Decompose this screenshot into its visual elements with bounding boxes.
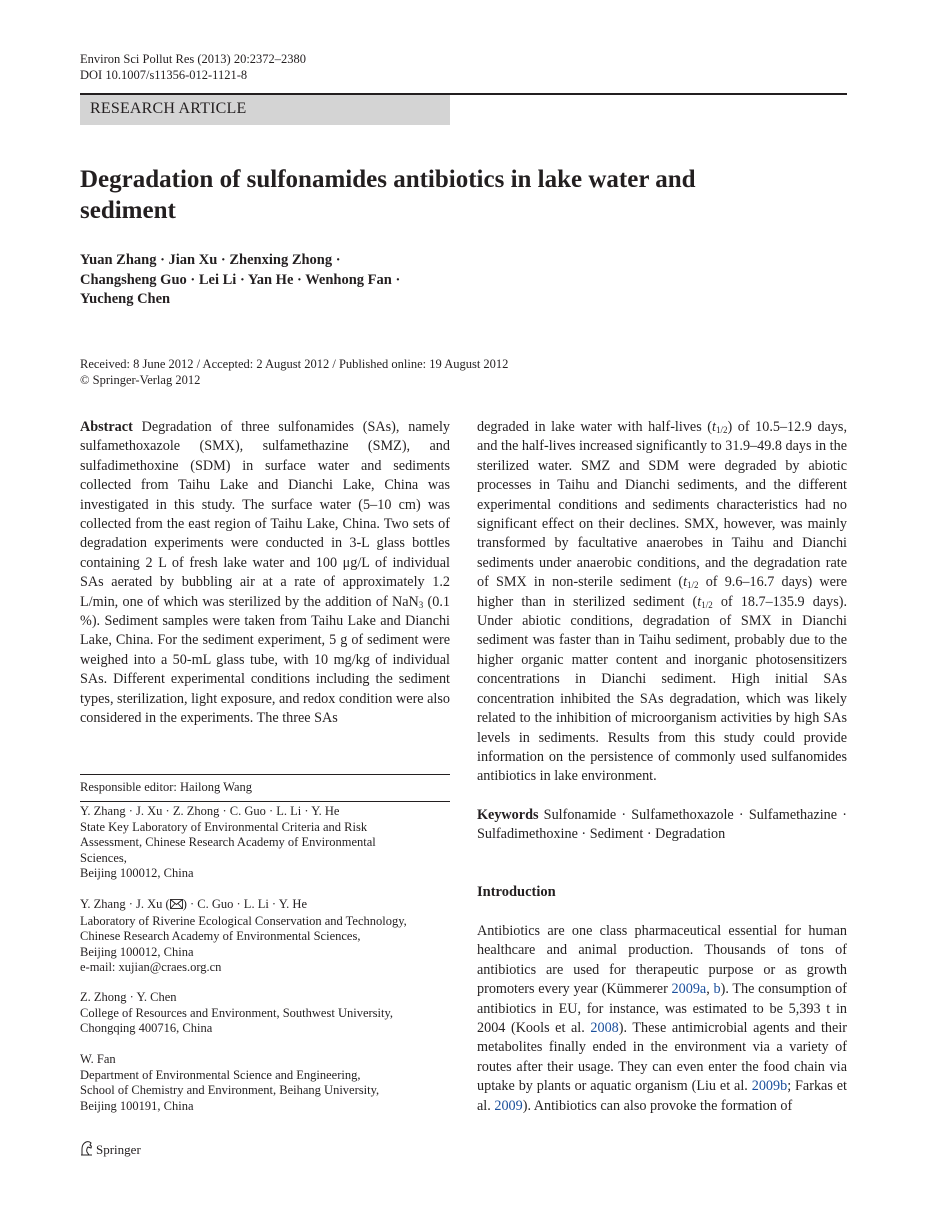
author-list: [80, 251, 560, 310]
intro-text: ,: [706, 981, 714, 998]
springer-logo: [80, 1140, 141, 1160]
abstract-column-1: [80, 418, 450, 729]
footnote-rule-2: [80, 801, 450, 802]
responsible-editor: Responsible editor: Hailong Wang: [80, 780, 253, 794]
keywords-text: Sulfonamide · Sulfamethoxazole · Sulfamethazine · Sulfadimethoxine · Sediment · Degradation: [477, 807, 847, 843]
affiliation-line: Chinese Research Academy of Environmental Sciences,: [80, 929, 361, 943]
citation-link[interactable]: 2009: [494, 1097, 523, 1114]
affiliation-names: Z. Zhong · Y. Chen: [80, 990, 177, 1004]
copyright: © Springer-Verlag 2012: [80, 372, 201, 387]
citation-link[interactable]: 2009a: [671, 981, 707, 998]
affiliation-4: [80, 1052, 450, 1114]
affiliation-1: [80, 804, 450, 882]
affiliation-line: Beijing 100012, China: [80, 866, 194, 880]
abstract-text-2: (0.1 %). Sediment samples were taken from Taihu Lake and Dianchi Lake, China. For the sediment experiment, 5 g of sediment were weighed into a 50-mL glass tube, with 10 mg/kg of individual SAs. Different experimental conditions including the sediment types, sterilization, light exposure, and redox condition were also considered in the experiments. The three SAs: [80, 593, 450, 727]
abstract-column-2: [477, 418, 847, 787]
received-dates: Received: 8 June 2012 / Accepted: 2 August 2012 / Published online: 19 August 2012: [80, 357, 509, 371]
affiliation-names: Y. Zhang · J. Xu · Z. Zhong · C. Guo · L. Li · Y. He: [80, 804, 340, 818]
abstract-text-4: ) of 10.5–12.9 days, and the half-lives increased significantly to 31.9–49.8 days in the sterilized water. SMZ and SDM were degraded by abiotic processes in Taihu and Dianchi sediments, and the different experimental conditions and sediments characteristics had no significant effect on their declines. SMX, however, was mainly transformed by facultative anaerobes in Taihu and Dianchi sediments under anaerobic conditions, and the degradation rate of SMX in non-sterile sediment (: [477, 419, 847, 591]
keywords-label: Keywords: [477, 807, 539, 823]
envelope-icon[interactable]: [170, 898, 183, 914]
introduction-text: [477, 922, 847, 1116]
affiliation-line: Department of Environmental Science and Engineering,: [80, 1067, 361, 1082]
intro-text: ). Antibiotics can also provoke the formation of: [522, 1097, 793, 1114]
intro-text: ; Farkas et al.: [477, 1078, 847, 1114]
article-type-banner: [80, 95, 450, 125]
half-life-symbol: t: [697, 593, 702, 610]
abstract-text-6: of 18.7–135.9 days). Under abiotic conditions, degradation of SMX in Dianchi sediment was faster than in Taihu sediment, probably due to the higher organic matter content and inorganic photosensitizers concentrations in Dianchi sediment. High initial SAs concentration inhibited the SAs degradation, which was likely related to the inhibition of microorganism activities by high SAs levels in sediments. Results from this study could provide information on the persistence of commonly used sulfanomides antibiotics in lake environment.: [477, 593, 847, 785]
affiliation-2: [80, 897, 450, 976]
affiliation-line: Beijing 100012, China: [80, 944, 194, 959]
abstract-label: Abstract: [80, 419, 133, 435]
intro-text: ). These antimicrobial agents and their metabolites finally ended in the environment via a variety of routes after their usage. They can even enter the food chain via uptake by plants or aquatic organism (Liu et al.: [477, 1020, 847, 1095]
journal-citation: Environ Sci Pollut Res (2013) 20:2372–2380: [80, 52, 307, 66]
author-line-3: Yucheng Chen: [80, 291, 171, 307]
intro-text: Antibiotics are one class pharmaceutical essential for human healthcare and animal production. Thousands of tons of antibiotics are used for therapeutic purpose or as growth promoters every year (Kümmerer: [477, 923, 847, 998]
affiliation-3: [80, 990, 450, 1037]
subscript-3: 3: [418, 599, 424, 610]
publication-dates: [80, 357, 680, 388]
citation-link[interactable]: b: [713, 981, 721, 998]
names-part: Y. Zhang · J. Xu (: [80, 897, 170, 911]
introduction-heading: Introduction: [477, 884, 556, 900]
citation-link[interactable]: 2008: [590, 1020, 619, 1037]
springer-horse-icon: [80, 1140, 93, 1160]
half-life-symbol: t: [683, 574, 688, 591]
abstract-text-5: of 9.6–16.7 days) were higher than in sterilized sediment (: [477, 574, 847, 610]
abstract-text-3: degraded in lake water with half-lives (: [477, 419, 713, 435]
affiliation-line: Beijing 100191, China: [80, 1098, 194, 1113]
affiliation-names: W. Fan: [80, 1052, 116, 1066]
doi[interactable]: DOI 10.1007/s11356-012-1121-8: [80, 68, 248, 82]
affiliation-names: [80, 897, 450, 914]
half-life-subscript: 1/2: [701, 599, 713, 610]
affiliation-line: School of Chemistry and Environment, Beihang University,: [80, 1083, 380, 1097]
half-life-symbol: t: [712, 419, 716, 435]
names-part: ) · C. Guo · L. Li · Y. He: [182, 897, 307, 911]
citation-link[interactable]: 2009b: [751, 1078, 788, 1095]
abstract-text-1: Degradation of three sulfonamides (SAs), namely sulfamethoxazole (SMX), sulfamethazine (SMZ), and sulfadimethoxine (SDM) in surface water and sediments collected from Taihu Lake and Dianchi Lake, China was investigated in this study. The surface water (5–10 cm) was collected from the east region of Taihu Lake, China. Two sets of degradation experiments were conducted in 3-L glass bottles containing 2 L of fresh lake water and 100 μg/L of individual SAs aerated by bubbling air at a rate of approximately 1.2 L/min, one of which was sterilized by the addition of NaN: [80, 419, 450, 610]
author-line-1: Yuan Zhang · Jian Xu · Zhenxing Zhong ·: [80, 252, 341, 268]
keywords: [477, 806, 847, 845]
half-life-subscript: 1/2: [715, 425, 728, 435]
article-title: Degradation of sulfonamides antibiotics in lake water and sediment: [80, 166, 696, 224]
affiliation-line: Sciences,: [80, 850, 127, 865]
affiliation-line: Laboratory of Riverine Ecological Conservation and Technology,: [80, 913, 407, 928]
article-type-label: RESEARCH ARTICLE: [90, 100, 247, 117]
affiliation-line: State Key Laboratory of Environmental Criteria and Risk: [80, 819, 368, 834]
affiliation-line: Assessment, Chinese Research Academy of Environmental: [80, 835, 376, 849]
footnote-rule: [80, 774, 450, 775]
email-link[interactable]: e-mail: xujian@craes.org.cn: [80, 960, 222, 974]
affiliation-line: Chongqing 400716, China: [80, 1021, 213, 1035]
affiliation-line: College of Resources and Environment, Southwest University,: [80, 1005, 394, 1020]
springer-wordmark: Springer: [96, 1142, 141, 1157]
intro-text: ). The consumption of antibiotics in EU, for instance, was estimated to be 5,393 t in 2004 (Kools et al.: [477, 981, 847, 1037]
half-life-subscript: 1/2: [687, 580, 699, 591]
author-line-2: Changsheng Guo · Lei Li · Yan He · Wenhong Fan ·: [80, 271, 401, 288]
